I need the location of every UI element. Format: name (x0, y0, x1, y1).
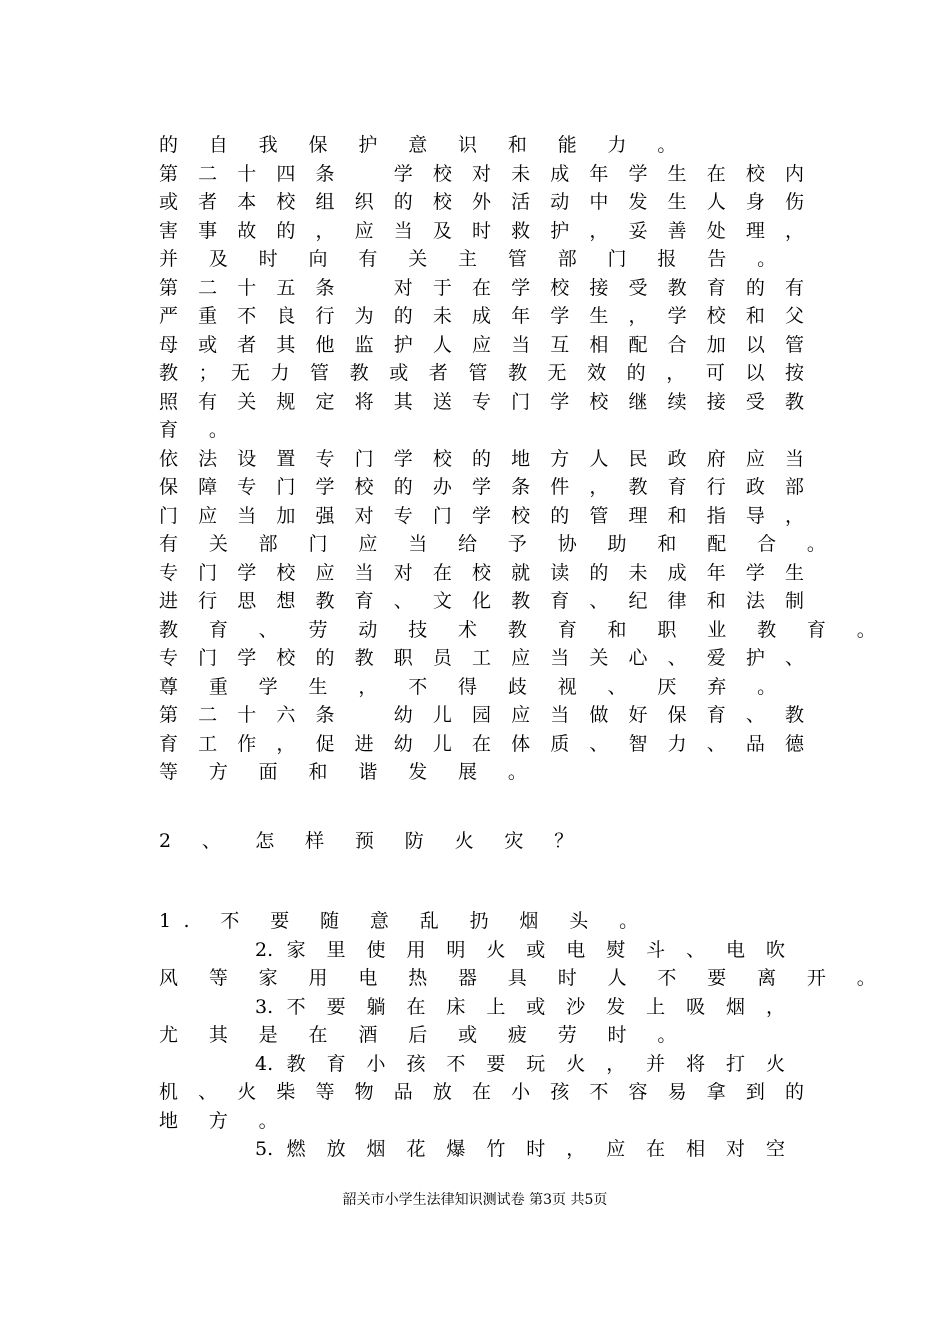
page-footer: 韶关市小学生法律知识测试卷 第3页 共5页 (342, 1192, 608, 1208)
text-line: 母 或 者 其 他 监 护 人 应 当 互 相 配 合 加 以 管 (159, 334, 804, 356)
answer-line: 4. 教 育 小 孩 不 要 玩 火 ， 并 将 打 火 (255, 1053, 785, 1075)
text-line: 专 门 学 校 的 教 职 员 工 应 当 关 心 、 爱 护 、 (159, 647, 804, 669)
text-line: 保 障 专 门 学 校 的 办 学 条 件 ， 教 育 行 政 部 (159, 476, 804, 498)
answer-line: 3. 不 要 躺 在 床 上 或 沙 发 上 吸 烟 ， (255, 996, 785, 1018)
text-line: 严 重 不 良 行 为 的 未 成 年 学 生 ， 学 校 和 父 (159, 305, 804, 327)
text-line: 等 方 面 和 谐 发 展 。 (159, 761, 540, 783)
text-line: 第 二 十 六 条 幼 儿 园 应 当 做 好 保 育 、 教 (159, 704, 804, 726)
answer-line: 2. 家 里 使 用 明 火 或 电 熨 斗 、 电 吹 (255, 939, 785, 961)
text-line: 教 ； 无 力 管 教 或 者 管 教 无 效 的 ， 可 以 按 (159, 362, 804, 384)
text-line: 教 育 、 劳 动 技 术 教 育 和 职 业 教 育 。 (159, 619, 889, 641)
question-heading: 2 、 怎 样 预 防 火 灾 ？ (159, 830, 586, 852)
text-line: 第 二 十 五 条 对 于 在 学 校 接 受 教 育 的 有 (159, 277, 804, 299)
answer-line: 机 、 火 柴 等 物 品 放 在 小 孩 不 容 易 拿 到 的 (159, 1081, 804, 1103)
text-line: 第 二 十 四 条 学 校 对 未 成 年 学 生 在 校 内 (159, 163, 804, 185)
text-line: 害 事 故 的 ， 应 当 及 时 救 护 ， 妥 善 处 理 ， (159, 220, 804, 242)
answer-line: 5. 燃 放 烟 花 爆 竹 时 ， 应 在 相 对 空 (255, 1138, 785, 1160)
text-line: 专 门 学 校 应 当 对 在 校 就 读 的 未 成 年 学 生 (159, 562, 804, 584)
text-line: 或 者 本 校 组 织 的 校 外 活 动 中 发 生 人 身 伤 (159, 191, 804, 213)
answer-line: 风 等 家 用 电 热 器 具 时 人 不 要 离 开 。 (159, 967, 889, 989)
answer-line: 尤 其 是 在 酒 后 或 疲 劳 时 。 (159, 1024, 689, 1046)
text-line: 育 。 (159, 419, 241, 441)
text-line: 门 应 当 加 强 对 专 门 学 校 的 管 理 和 指 导 ， (159, 505, 804, 527)
answer-line: 地 方 。 (159, 1110, 291, 1132)
text-line: 尊 重 学 生 ， 不 得 歧 视 、 厌 弃 。 (159, 676, 789, 698)
text-line: 育 工 作 ， 促 进 幼 儿 在 体 质 、 智 力 、 品 德 (159, 733, 804, 755)
text-line: 并 及 时 向 有 关 主 管 部 门 报 告 。 (159, 248, 789, 270)
text-line: 有 关 部 门 应 当 给 予 协 助 和 配 合 。 (159, 533, 839, 555)
text-line: 依 法 设 置 专 门 学 校 的 地 方 人 民 政 府 应 当 (159, 448, 804, 470)
text-line: 照 有 关 规 定 将 其 送 专 门 学 校 继 续 接 受 教 (159, 391, 804, 413)
answer-line: 1. 不 要 随 意 乱 扔 烟 头 。 (159, 910, 651, 932)
text-line: 的 自 我 保 护 意 识 和 能 力 。 (159, 134, 689, 156)
text-line: 进 行 思 想 教 育 、 文 化 教 育 、 纪 律 和 法 制 (159, 590, 804, 612)
